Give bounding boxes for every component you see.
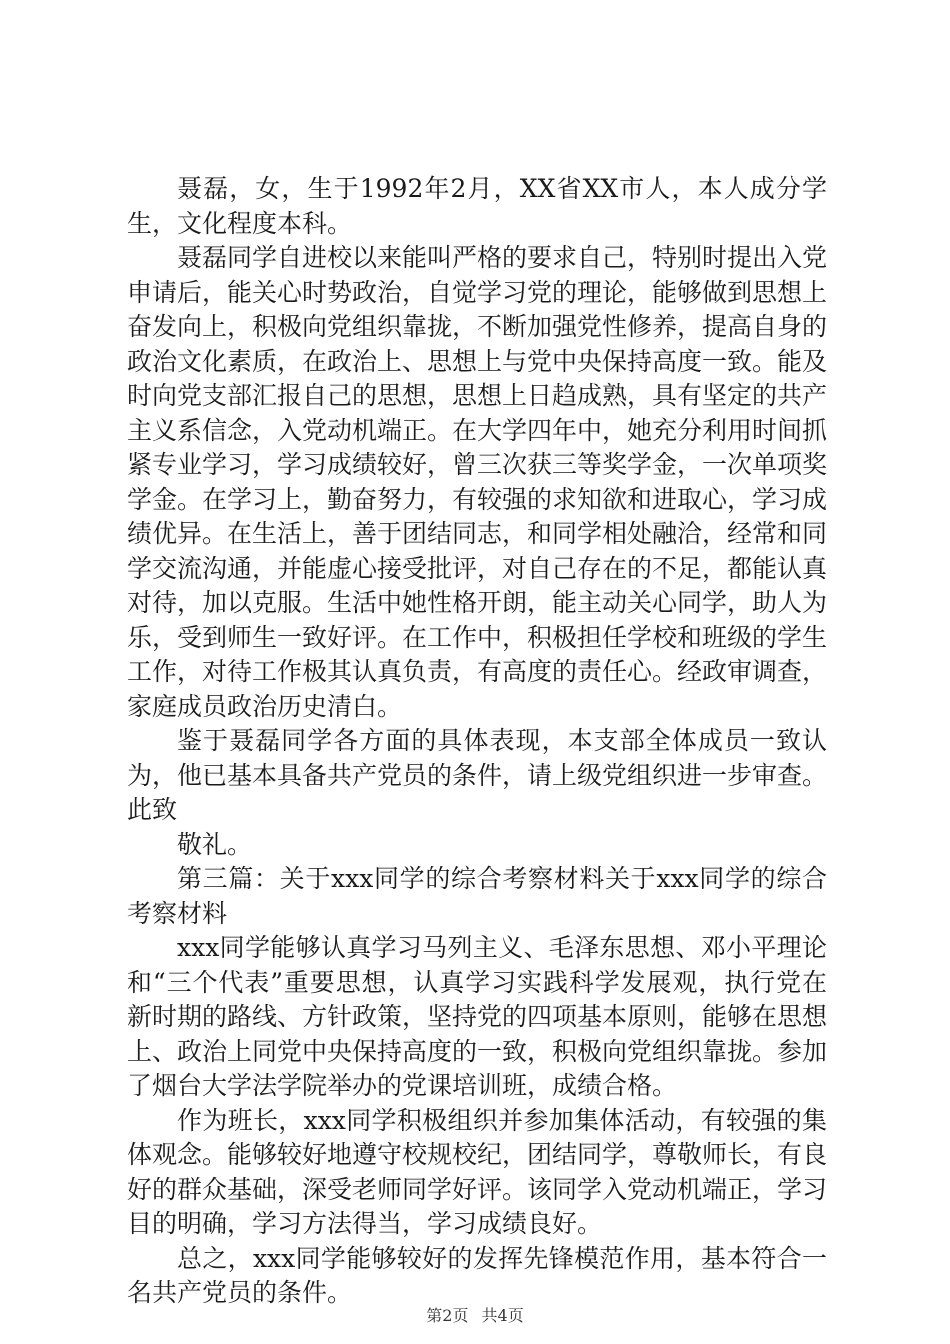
paragraph-personal-info: 聂磊，女，生于1992年2月，XX省XX市人，本人成分学生，文化程度本科。 <box>127 174 827 238</box>
paragraph-class-monitor: 作为班长，xxx同学积极组织并参加集体活动，有较强的集体观念。能够较好地遵守校规校纪，团结同学，尊敬师长，有良好的群众基础，深受老师同学好评。该同学入党动机端正，学习目的明确，学习方法得当，学习成绩良好。 <box>127 1105 828 1238</box>
document-body <box>127 172 827 1311</box>
paragraph-conclusion: 鉴于聂磊同学各方面的具体表现，本支部全体成员一致认为，他已基本具备共产党员的条件，请上级党组织进一步审查。 <box>127 726 828 790</box>
paragraph-study: xxx同学能够认真学习马列主义、毛泽东思想、邓小平理论和“三个代表”重要思想，认真学习实践科学发展观，执行党在新时期的路线、方针政策，坚持党的四项基本原则，能够在思想上、政治上同党中央保持高度的一致，积极向党组织靠拢。参加了烟台大学法学院举办的党课培训班，成绩合格。 <box>127 933 828 1100</box>
page-total: 共4页 <box>481 1306 524 1325</box>
paragraph-performance: 聂磊同学自进校以来能叫严格的要求自己，特别时提出入党申请后，能关心时势政治，自觉学习党的理论，能够做到思想上奋发向上，积极向党组织靠拢，不断加强党性修养，提高自身的政治文化素质，在政治上、思想上与党中央保持高度一致。能及时向党支部汇报自己的思想，思想上日趋成熟，具有坚定的共产主义系信念，入党动机端正。在大学四年中，她充分利用时间抓紧专业学习，学习成绩较好，曾三次获三等奖学金，一次单项奖学金。在学习上，勤奋努力，有较强的求知欲和进取心，学习成绩优异。在生活上，善于团结同志，和同学相处融洽，经常和同学交流沟通，并能虚心接受批评，对自己存在的不足，都能认真对待，加以克服。生活中她性格开朗，能主动关心同学，助人为乐，受到师生一致好评。在工作中，积极担任学校和班级的学生工作，对待工作极其认真负责，有高度的责任心。经政审调查，家庭成员政治历史清白。 <box>127 243 828 721</box>
paragraph-regards: 敬礼。 <box>177 829 253 859</box>
paragraph-summary: 总之，xxx同学能够较好的发挥先锋模范作用，基本符合一名共产党员的条件。 <box>127 1243 827 1307</box>
paragraph-closing-salute: 此致 <box>127 795 178 824</box>
page-footer <box>0 1303 950 1326</box>
page-number: 第2页 <box>426 1306 469 1325</box>
section-heading-part-three: 第三篇：关于xxx同学的综合考察材料关于xxx同学的综合考察材料 <box>127 864 827 928</box>
